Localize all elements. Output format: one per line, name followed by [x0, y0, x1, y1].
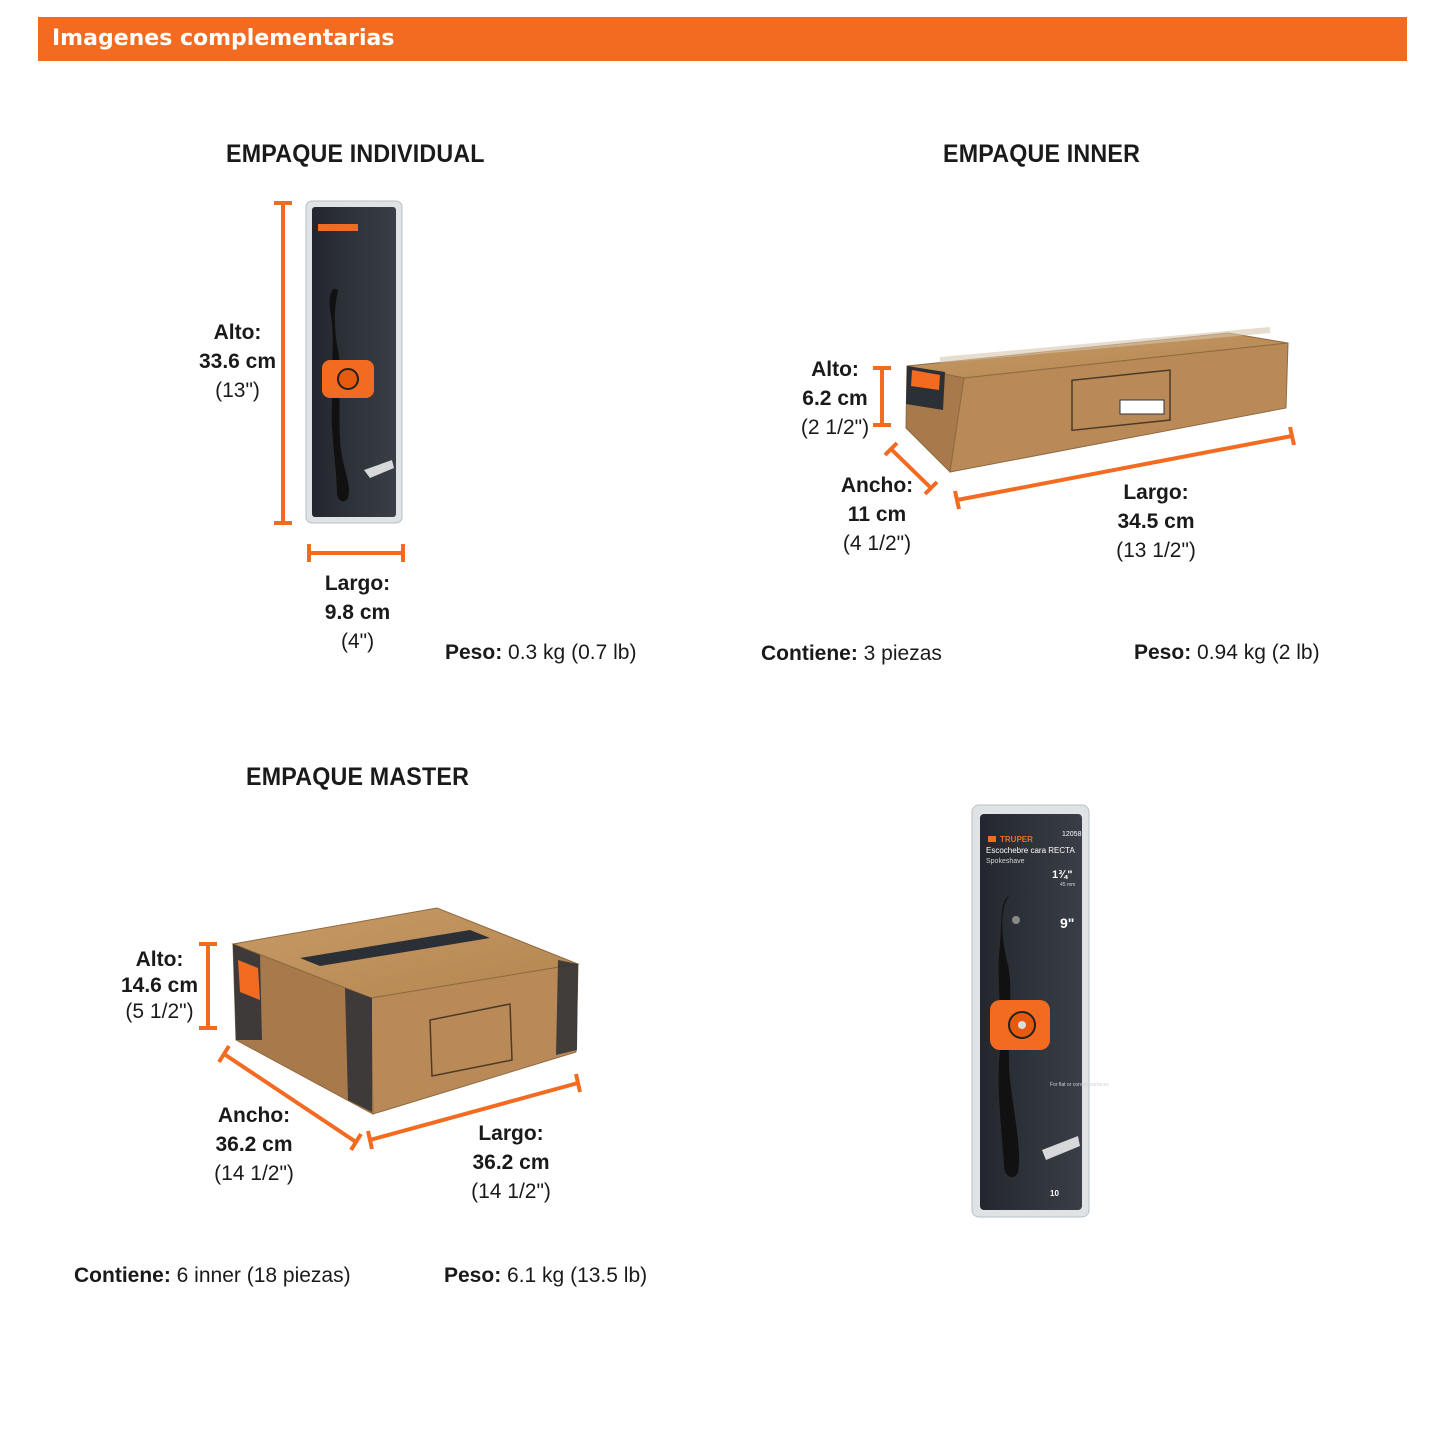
- master-contiene-value: 6 inner (18 piezas): [176, 1264, 351, 1287]
- master-alto-imperial: (5 1/2"): [125, 1000, 194, 1023]
- inner-ancho-imperial: (4 1/2"): [842, 532, 912, 555]
- inner-contiene: [761, 642, 942, 666]
- master-peso-value: 6.1 kg (13.5 lb): [507, 1264, 648, 1287]
- individual-largo-label: Largo:: [324, 572, 391, 595]
- individual-largo: [310, 569, 405, 656]
- inner-largo-imperial: (13 1/2"): [1116, 539, 1196, 562]
- large-product-card: [972, 805, 1109, 1217]
- master-alto-metric: 14.6 cm: [120, 974, 199, 997]
- master-ancho-metric: 36.2 cm: [215, 1133, 293, 1156]
- inner-largo: [1106, 478, 1206, 565]
- card-code: 12058: [1062, 831, 1082, 838]
- inner-peso-label: Peso:: [1134, 641, 1192, 664]
- header-title: Imagenes complementarias: [52, 26, 395, 51]
- master-peso: [444, 1264, 647, 1288]
- master-largo: [461, 1119, 561, 1206]
- individual-peso-label: Peso:: [445, 641, 503, 664]
- inner-peso-value: 0.94 kg (2 lb): [1197, 641, 1320, 664]
- master-ancho: [204, 1101, 304, 1188]
- inner-alto-metric: 6.2 cm: [802, 387, 868, 410]
- inner-alto-imperial: (2 1/2"): [800, 416, 870, 439]
- card-title: Escochebre cara RECTA: [986, 846, 1075, 855]
- card-brand: TRUPER: [1000, 835, 1033, 844]
- master-box: [233, 908, 578, 1114]
- individual-width-line: [309, 544, 403, 562]
- card-text-en: For flat or convex surfaces: [1050, 1082, 1109, 1088]
- master-alto: [112, 947, 207, 1025]
- card-size1-sub: 45 mm: [1060, 882, 1076, 888]
- card-size2: 9": [1060, 915, 1075, 931]
- inner-box: [906, 330, 1288, 472]
- master-contiene-label: Contiene:: [74, 1264, 171, 1287]
- individual-alto: [190, 318, 285, 405]
- individual-largo-metric: 9.8 cm: [324, 601, 391, 624]
- individual-largo-imperial: (4"): [340, 630, 375, 653]
- master-largo-imperial: (14 1/2"): [471, 1180, 551, 1203]
- inner-contiene-label: Contiene:: [761, 642, 858, 665]
- master-ancho-label: Ancho:: [217, 1104, 291, 1127]
- inner-ancho-label: Ancho:: [840, 474, 914, 497]
- master-title: EMPAQUE MASTER: [246, 763, 470, 791]
- individual-alto-imperial: (13"): [215, 379, 260, 402]
- card-subtitle: Spokeshave: [986, 858, 1025, 865]
- inner-largo-metric: 34.5 cm: [1117, 510, 1195, 533]
- master-peso-label: Peso:: [444, 1264, 502, 1287]
- individual-alto-metric: 33.6 cm: [198, 350, 277, 373]
- master-ancho-imperial: (14 1/2"): [214, 1162, 294, 1185]
- individual-alto-label: Alto:: [213, 321, 262, 344]
- inner-alto: [790, 355, 880, 442]
- inner-contiene-value: 3 piezas: [863, 642, 942, 665]
- master-largo-metric: 36.2 cm: [472, 1151, 550, 1174]
- master-alto-label: Alto:: [135, 948, 184, 971]
- card-size1: 1¾": [1052, 869, 1073, 881]
- inner-alto-label: Alto:: [811, 358, 859, 381]
- master-largo-label: Largo:: [478, 1122, 544, 1145]
- individual-product-card: [306, 201, 402, 523]
- inner-title: EMPAQUE INNER: [943, 140, 1141, 168]
- inner-ancho-metric: 11 cm: [847, 503, 907, 526]
- individual-title: EMPAQUE INDIVIDUAL: [226, 140, 485, 168]
- individual-peso: [445, 641, 636, 665]
- master-contiene: [74, 1264, 351, 1288]
- inner-ancho: [832, 471, 922, 558]
- individual-peso-value: 0.3 kg (0.7 lb): [508, 641, 637, 664]
- inner-peso: [1134, 641, 1320, 665]
- inner-largo-label: Largo:: [1123, 481, 1189, 504]
- card-footer: 10: [1050, 1189, 1059, 1198]
